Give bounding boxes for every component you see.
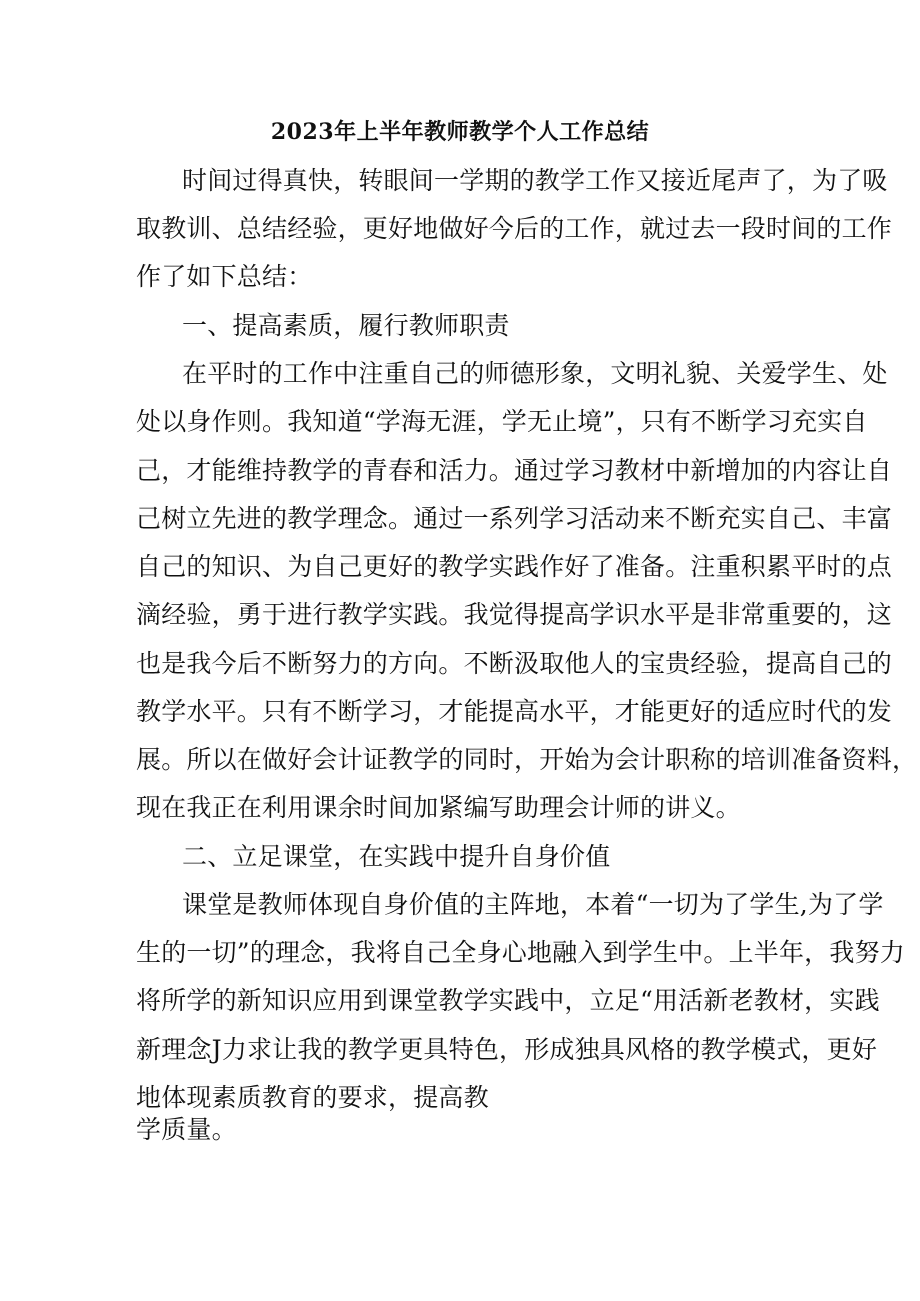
paragraph-line: 也是我今后不断努力的方向。不断汲取他人的宝贵经验，提高自己的: [136, 649, 893, 678]
paragraph-line: 地体现素质教育的要求，提高教: [136, 1083, 489, 1112]
paragraph-line: 在平时的工作中注重自己的师德形象，文明礼貌、关爱学生、处: [182, 359, 888, 388]
paragraph-line: 展。所以在做好会计证教学的同时，开始为会计职称的培训准备资料，: [136, 745, 918, 774]
section-heading: 二、立足课堂，在实践中提升自身价值: [182, 842, 611, 871]
paragraph-line: 己，才能维持教学的青春和活力。通过学习教材中新增加的内容让自: [136, 456, 893, 485]
section-heading: 一、提高素质，履行教师职责: [182, 311, 510, 340]
paragraph-line: 取教训、总结经验，更好地做好今后的工作，就过去一段时间的工作: [136, 214, 893, 243]
paragraph-line: 学质量。: [136, 1115, 237, 1144]
paragraph-line: 现在我正在利用课余时间加紧编写助理会计师的讲义。: [136, 793, 741, 822]
paragraph-line: 作了如下总结：: [136, 262, 313, 291]
paragraph-line: 教学水平。只有不断学习，才能提高水平，才能更好的适应时代的发: [136, 697, 893, 726]
paragraph-line: 处以身作则。我知道“学海无涯，学无止境”，只有不断学习充实自: [136, 407, 868, 436]
document-title: 2023年上半年教师教学个人工作总结: [270, 119, 650, 145]
paragraph-line: 生的一切”的理念，我将自己全身心地融入到学生中。上半年，我努力: [136, 938, 905, 967]
paragraph-line: 课堂是教师体现自身价值的主阵地，本着“一切为了学生,为了学: [182, 890, 884, 919]
paragraph-line: 将所学的新知识应用到课堂教学实践中，立足“用活新老教材，实践: [136, 986, 880, 1015]
paragraph-line: 己树立先进的教学理念。通过一系列学习活动来不断充实自己、丰富: [136, 504, 893, 533]
paragraph-line: 自己的知识、为自己更好的教学实践作好了准备。注重积累平时的点: [136, 552, 893, 581]
paragraph-line: 时间过得真快，转眼间一学期的教学工作又接近尾声了，为了吸: [182, 166, 888, 195]
paragraph-line: 滴经验，勇于进行教学实践。我觉得提高学识水平是非常重要的，这: [136, 600, 893, 629]
paragraph-line: 新理念J力求让我的教学更具特色，形成独具风格的教学模式，更好: [136, 1035, 878, 1064]
